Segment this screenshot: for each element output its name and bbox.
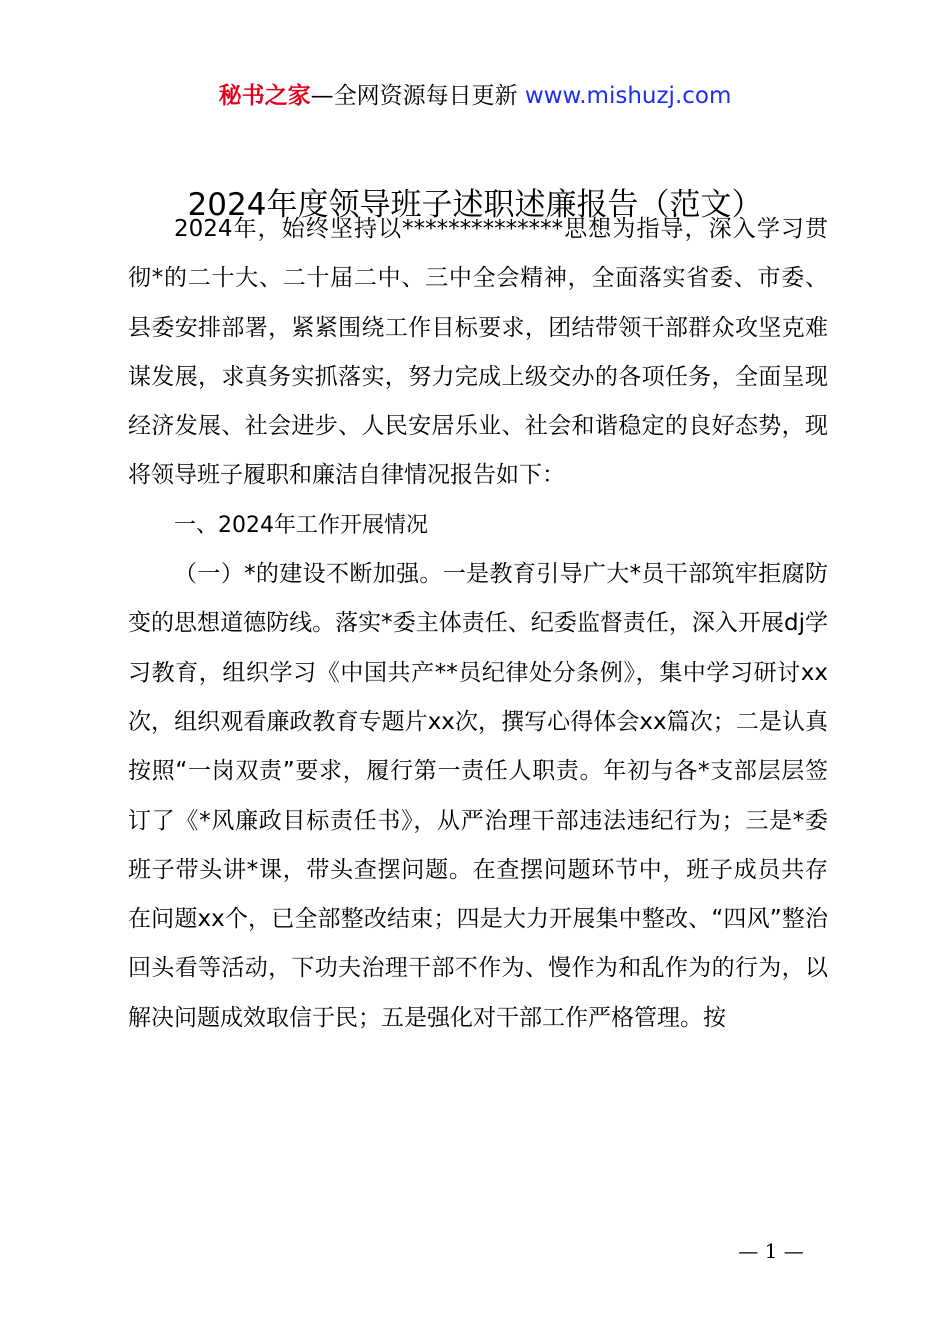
site-tagline: —全网资源每日更新 [310,83,525,109]
section-heading: 一、2024年工作开展情况 [174,512,428,538]
site-url-link[interactable]: www.mishuzj.com [524,83,732,109]
site-brand: 秘书之家 [218,83,311,109]
document-body [128,205,828,1043]
site-banner [0,78,950,114]
page-number: — 1 — [738,1239,804,1263]
intro-paragraph: 2024年，始终坚持以**************思想为指导，深入学习贯彻*的二十大、二十届二中、三中全会精神，全面落实省委、市委、县委安排部署，紧紧围绕工作目标要求，团结带领干部群众攻坚克难谋发展，求真务实抓落实，努力完成上级交办的各项任务，全面呈现经济发展、社会进步、人民安居乐业、社会和谐稳定的良好态势，现将领导班子履职和廉洁自律情况报告如下： [128,216,828,489]
document-title: 2024年度领导班子述职述廉报告（范文） [187,187,763,223]
body-paragraph: （一）*的建设不断加强。一是教育引导广大*员干部筑牢拒腐防变的思想道德防线。落实*委主体责任、纪委监督责任，深入开展dj学习教育，组织学习《中国共产**员纪律处分条例》，集中学习研讨xx次，组织观看廉政教育专题片xx次，撰写心得体会xx篇次；二是认真按照“一岗双责”要求，履行第一责任人职责。年初与各*支部层层签订了《*风廉政目标责任书》，从严治理干部违法违纪行为；三是*委班子带头讲*课，带头查摆问题。在查摆问题环节中，班子成员共存在问题xx个，已全部整改结束；四是大力开展集中整改、“四风”整治回头看等活动，下功夫治理干部不作为、慢作为和乱作为的行为，以解决问题成效取信于民；五是强化对干部工作严格管理。按 [128,561,828,1031]
